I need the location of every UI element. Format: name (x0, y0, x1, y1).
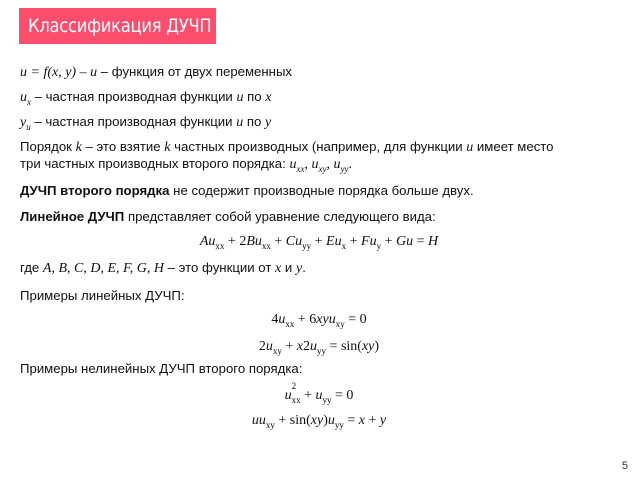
equation-general-linear: $Au_{xx} + 2Bu_{xx} + Cu_{yy} + Eu_x + Fu_y + Gu = H$ (199, 234, 439, 251)
function-formula: u = f(x, y) – u (20, 65, 98, 80)
order-text-d: имеет место (473, 139, 554, 154)
slide-title: Классификация ДУЧП (28, 15, 212, 37)
order-paragraph-line2: три частных производных второго порядка: $u_{xx}$, $u_{xy}$, $u_{yy}$. (20, 156, 352, 174)
ux-subscript: x (27, 97, 31, 107)
equation-linear-example-2: $2u_{xy} + x2u_{yy} = \sin(xy)$ (258, 339, 380, 356)
order-text-b: – это взятие (81, 139, 165, 154)
ux-symbol: u (20, 90, 27, 105)
nonlinear-examples-heading: Примеры нелинейных ДУЧП второго порядка: (20, 361, 303, 376)
yu-symbol: y (20, 115, 27, 130)
order-k2: k (164, 140, 171, 155)
ux-description: – частная производная функции (31, 89, 237, 104)
coef-x: x (275, 261, 282, 276)
coef-text-a: где (20, 260, 43, 275)
linear-definition (20, 209, 436, 225)
order-text-e: три частных производных второго порядка: (20, 156, 290, 171)
ux-function: u (236, 90, 244, 105)
deriv-uyy-sub: yy (340, 164, 349, 174)
definition-line-function (20, 64, 292, 81)
yu-subscript: u (26, 122, 31, 132)
coef-end: . (302, 260, 306, 275)
linear-rest: представляет собой уравнение следующего вида: (124, 209, 436, 224)
order-u: u (466, 140, 474, 155)
yu-variable: y (265, 115, 272, 130)
order-paragraph-line1 (20, 139, 554, 156)
ux-variable: x (265, 90, 272, 105)
deriv-uxy-sub: xy (318, 164, 327, 174)
definition-line-yu (20, 114, 271, 131)
yu-function: u (236, 115, 244, 130)
deriv-uxx: u (289, 157, 297, 172)
coef-text-b: – это функции от (164, 260, 276, 275)
title-banner (19, 8, 216, 44)
linear-term: Линейное ДУЧП (20, 209, 125, 224)
order-k: k (75, 140, 82, 155)
deriv-uxy: u (311, 157, 319, 172)
coef-and: и (281, 260, 296, 275)
deriv-uyy: u (333, 157, 341, 172)
page-number: 5 (621, 460, 628, 472)
ux-po: по (243, 89, 266, 104)
definition-line-ux (20, 89, 272, 106)
equation-nonlinear-example-1: u 2 $_{xx} + u_{yy} = 0$ (284, 381, 354, 405)
deriv-uxx-sub: xx (296, 164, 305, 174)
second-order-statement (20, 183, 474, 199)
yu-description: – частная производная функции (30, 114, 237, 129)
coef-y: y (295, 261, 303, 276)
equation-linear-example-1: $4u_{xx} + 6xyu_{xy} = 0$ (271, 312, 367, 329)
coefficients-line (20, 260, 306, 277)
yu-po: по (243, 114, 265, 129)
function-description: – функция от двух переменных (97, 64, 293, 79)
linear-examples-heading: Примеры линейных ДУЧП: (20, 288, 185, 303)
order-text-c: частных производных (например, для функции (170, 139, 467, 154)
second-order-rest: не содержит производные порядка больше двух. (169, 183, 474, 198)
order-text-a: Порядок (20, 139, 76, 154)
equation-nonlinear-example-2: $uu_{xy} + \sin(xy)u_{yy} = x + y$ (251, 413, 387, 430)
second-order-term: ДУЧП второго порядка (20, 183, 170, 198)
coef-vars: A, B, C, D, E, F, G, H (42, 261, 164, 276)
